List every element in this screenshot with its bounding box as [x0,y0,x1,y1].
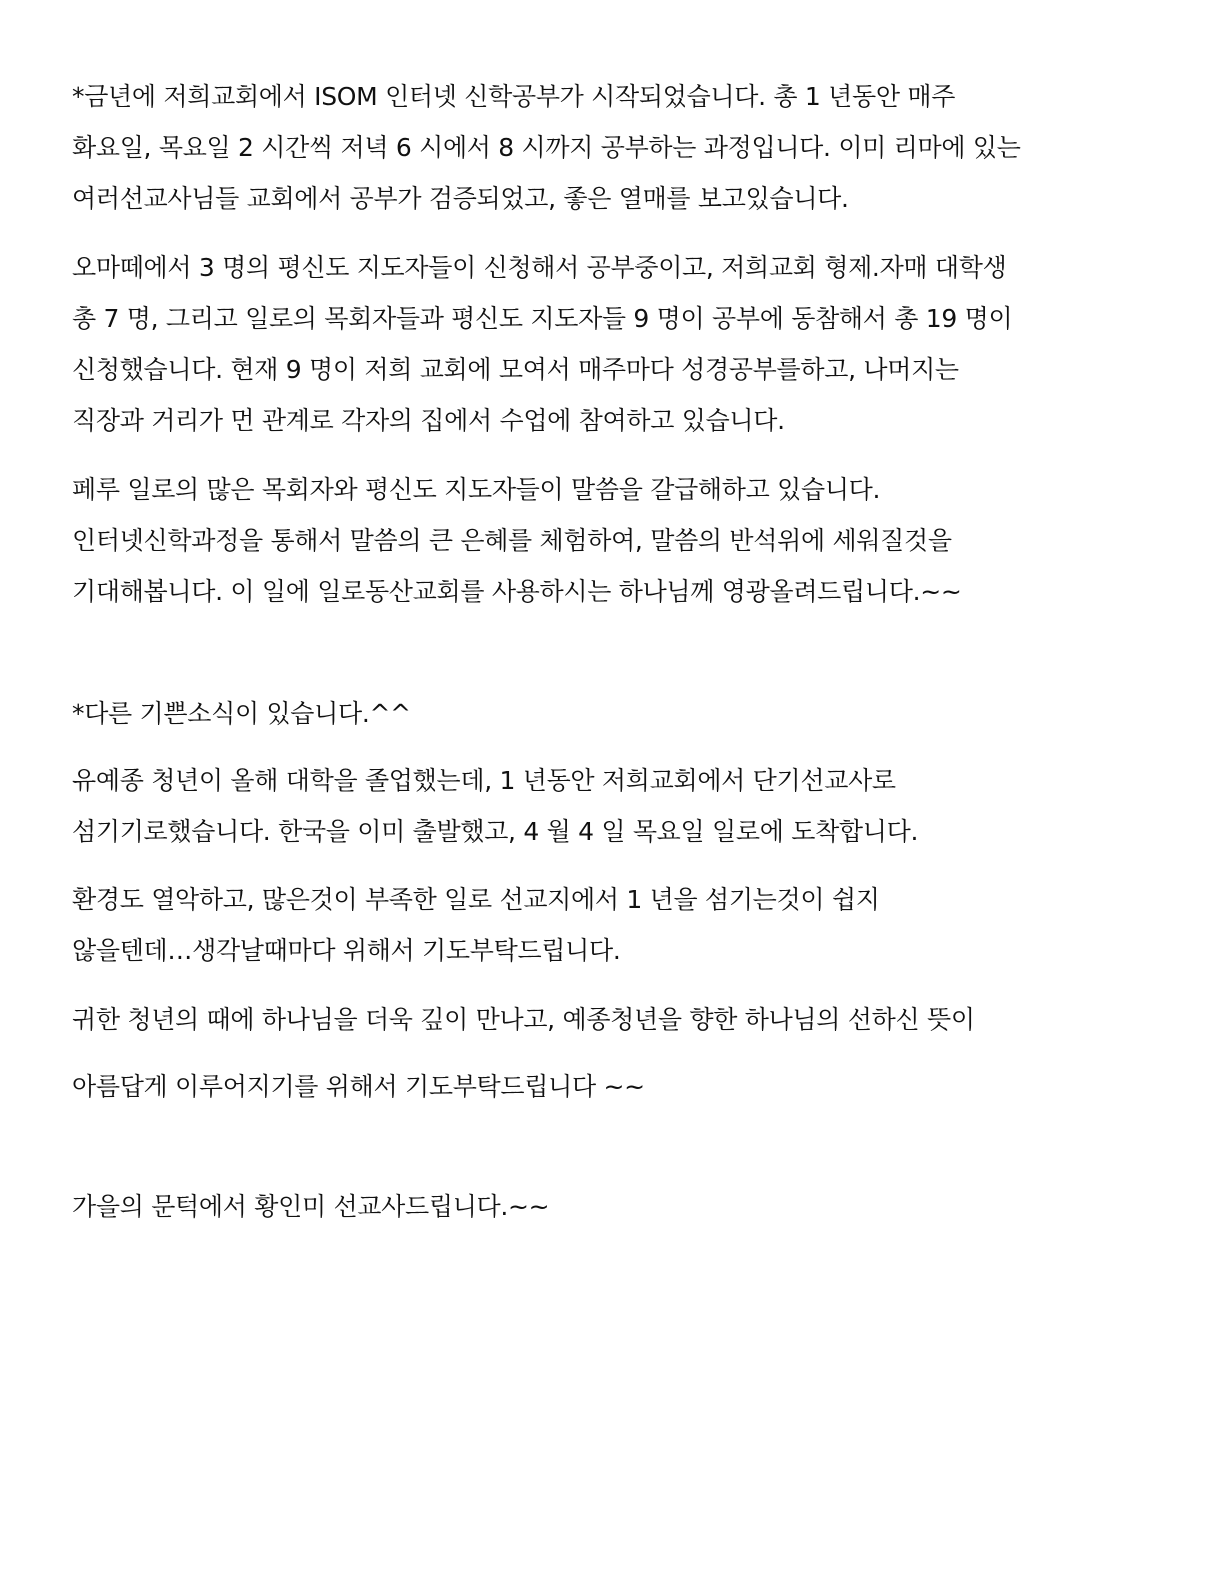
paragraph-3-line-2: 인터넷신학과정을 통해서 말씀의 큰 은혜를 체험하여, 말씀의 반석위에 세워질것을 [72,526,952,555]
paragraph-5-line-2: 섬기기로했습니다. 한국을 이미 출발했고, 4 월 4 일 목요일 일로에 도착합니다. [72,817,919,846]
paragraph-1-line-1: *금년에 저희교회에서 ISOM 인터넷 신학공부가 시작되었습니다. 총 1 년동안 매주 [72,82,956,111]
paragraph-2-line-3: 신청했습니다. 현재 9 명이 저희 교회에 모여서 매주마다 성경공부를하고, 나머지는 [72,355,959,384]
paragraph-2-line-4: 직장과 거리가 먼 관계로 각자의 집에서 수업에 참여하고 있습니다. [72,406,785,435]
closing-signature: 가을의 문턱에서 황인미 선교사드립니다.~~ [72,1192,550,1221]
paragraph-7-line-1: 귀한 청년의 때에 하나님을 더욱 깊이 만나고, 예종청년을 향한 하나님의 선하신 뜻이 [72,1005,975,1034]
paragraph-8-line-1: 아름답게 이루어지기를 위해서 기도부탁드립니다 ~~ [72,1072,645,1101]
paragraph-1-line-3: 여러선교사님들 교회에서 공부가 검증되었고, 좋은 열매를 보고있습니다. [72,184,849,213]
paragraph-1-line-2: 화요일, 목요일 2 시간씩 저녁 6 시에서 8 시까지 공부하는 과정입니다. 이미 리마에 있는 [72,133,1021,162]
paragraph-4-line-1: *다른 기쁜소식이 있습니다.^^ [72,699,411,728]
paragraph-6-line-1: 환경도 열악하고, 많은것이 부족한 일로 선교지에서 1 년을 섬기는것이 쉽지 [72,885,880,914]
paragraph-3-line-3: 기대해봅니다. 이 일에 일로동산교회를 사용하시는 하나님께 영광올려드립니다.~~ [72,577,962,606]
paragraph-3-line-1: 페루 일로의 많은 목회자와 평신도 지도자들이 말씀을 갈급해하고 있습니다. [72,475,881,504]
paragraph-2-line-1: 오마떼에서 3 명의 평신도 지도자들이 신청해서 공부중이고, 저희교회 형제.자매 대학생 [72,253,1007,282]
paragraph-2-line-2: 총 7 명, 그리고 일로의 목회자들과 평신도 지도자들 9 명이 공부에 동참해서 총 19 명이 [72,304,1013,333]
paragraph-6-line-2: 않을텐데…생각날때마다 위해서 기도부탁드립니다. [72,936,621,965]
paragraph-5-line-1: 유예종 청년이 올해 대학을 졸업했는데, 1 년동안 저희교회에서 단기선교사로 [72,766,896,795]
